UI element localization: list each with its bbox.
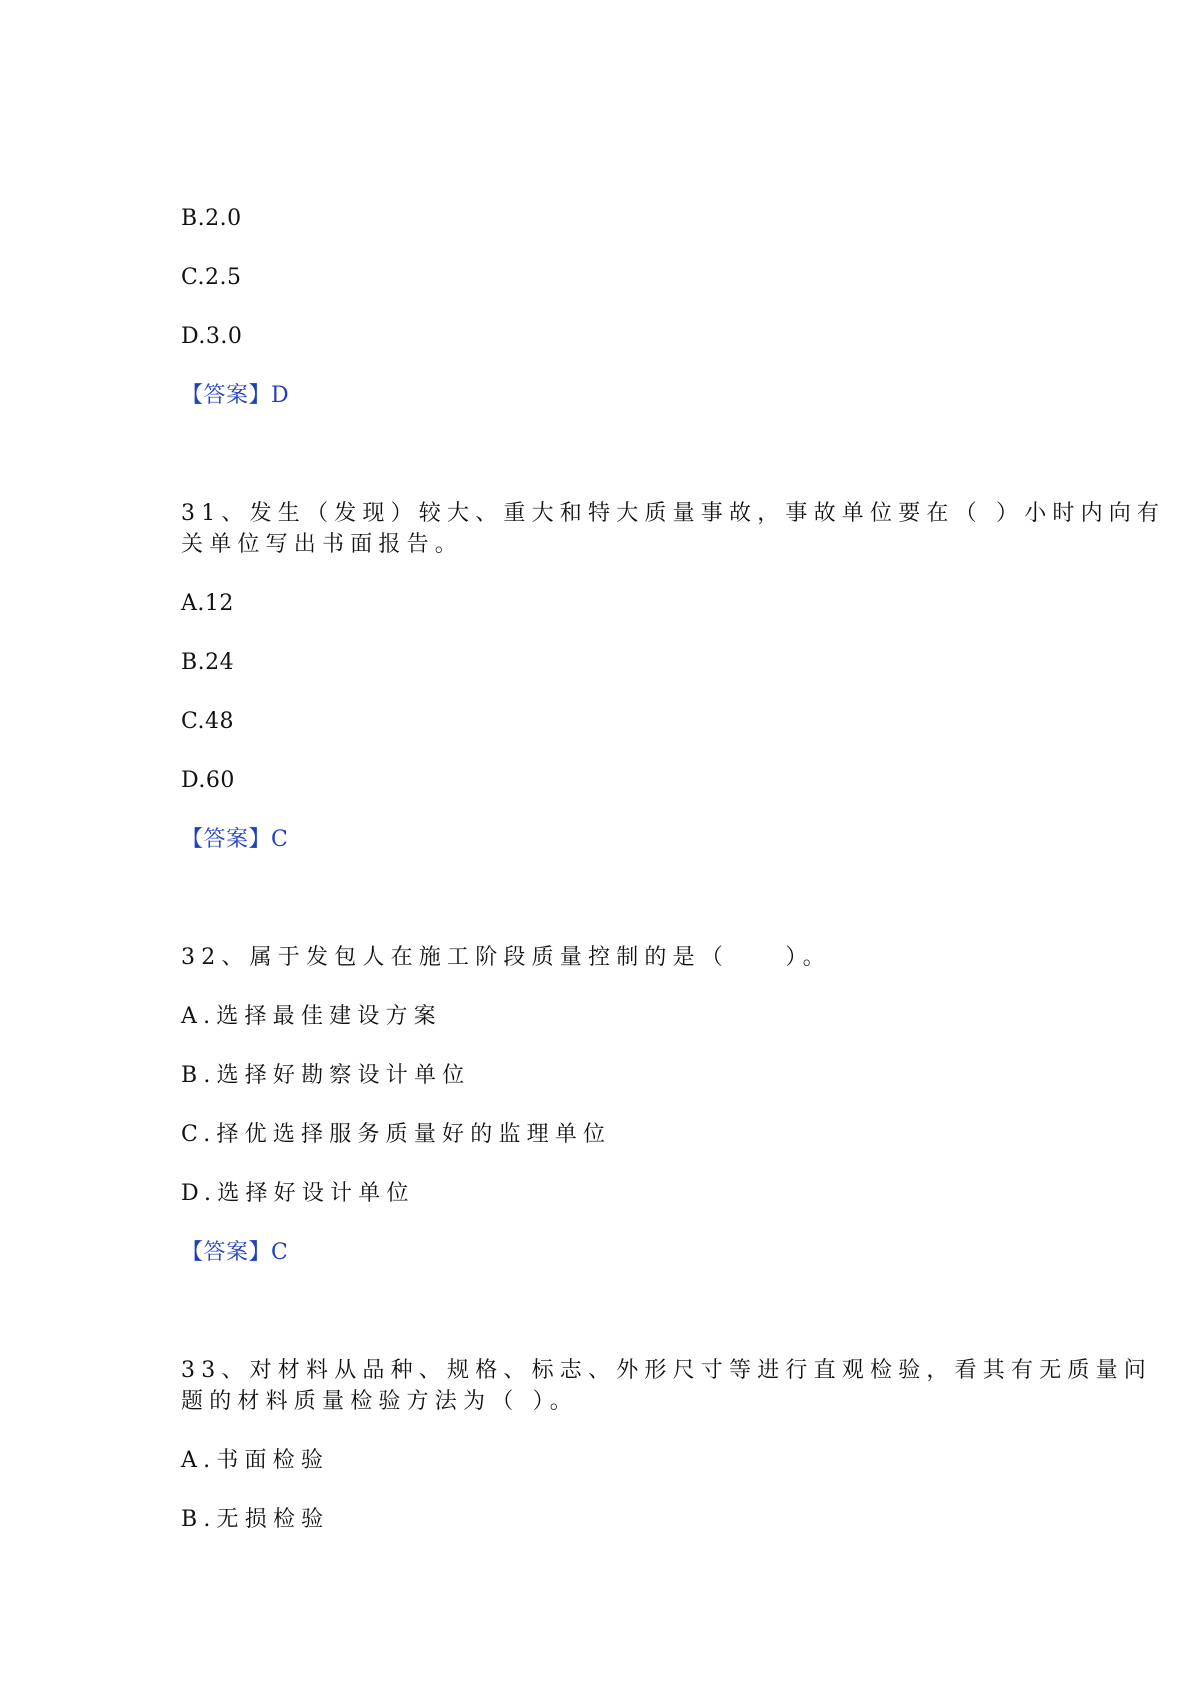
q32-stem-line1: 32、属于发包人在施工阶段质量控制的是（ ）。 — [181, 945, 831, 970]
q32-option-b: B.选择好勘察设计单位 — [181, 1063, 471, 1088]
q33-stem-line1: 33、对材料从品种、规格、标志、外形尺寸等进行直观检验，看其有无质量问 — [181, 1358, 1152, 1383]
q33-option-a: A.书面检验 — [181, 1448, 330, 1473]
q30-answer: 【答案】D — [181, 383, 290, 408]
q31-option-b: B.24 — [181, 650, 235, 675]
q31-option-d: D.60 — [181, 768, 235, 793]
q32-option-c: C.择优选择服务质量好的监理单位 — [181, 1122, 612, 1147]
q33-stem-line2: 题的材料质量检验方法为（ ）。 — [181, 1389, 578, 1414]
q33-option-b: B.无损检验 — [181, 1507, 330, 1532]
q30-option-c: C.2.5 — [181, 265, 242, 290]
q31-answer: 【答案】C — [181, 827, 289, 852]
q32-option-a: A.选择最佳建设方案 — [181, 1004, 442, 1029]
q31-option-c: C.48 — [181, 709, 235, 734]
q32-option-d: D.选择好设计单位 — [181, 1181, 415, 1206]
q32-answer: 【答案】C — [181, 1240, 289, 1265]
q30-option-d: D.3.0 — [181, 324, 243, 349]
q31-stem-line1: 31、发生（发现）较大、重大和特大质量事故，事故单位要在（ ）小时内向有 — [181, 501, 1166, 526]
q31-option-a: A.12 — [181, 591, 234, 616]
q31-stem-line2: 关单位写出书面报告。 — [181, 532, 464, 557]
q30-option-b: B.2.0 — [181, 206, 242, 231]
